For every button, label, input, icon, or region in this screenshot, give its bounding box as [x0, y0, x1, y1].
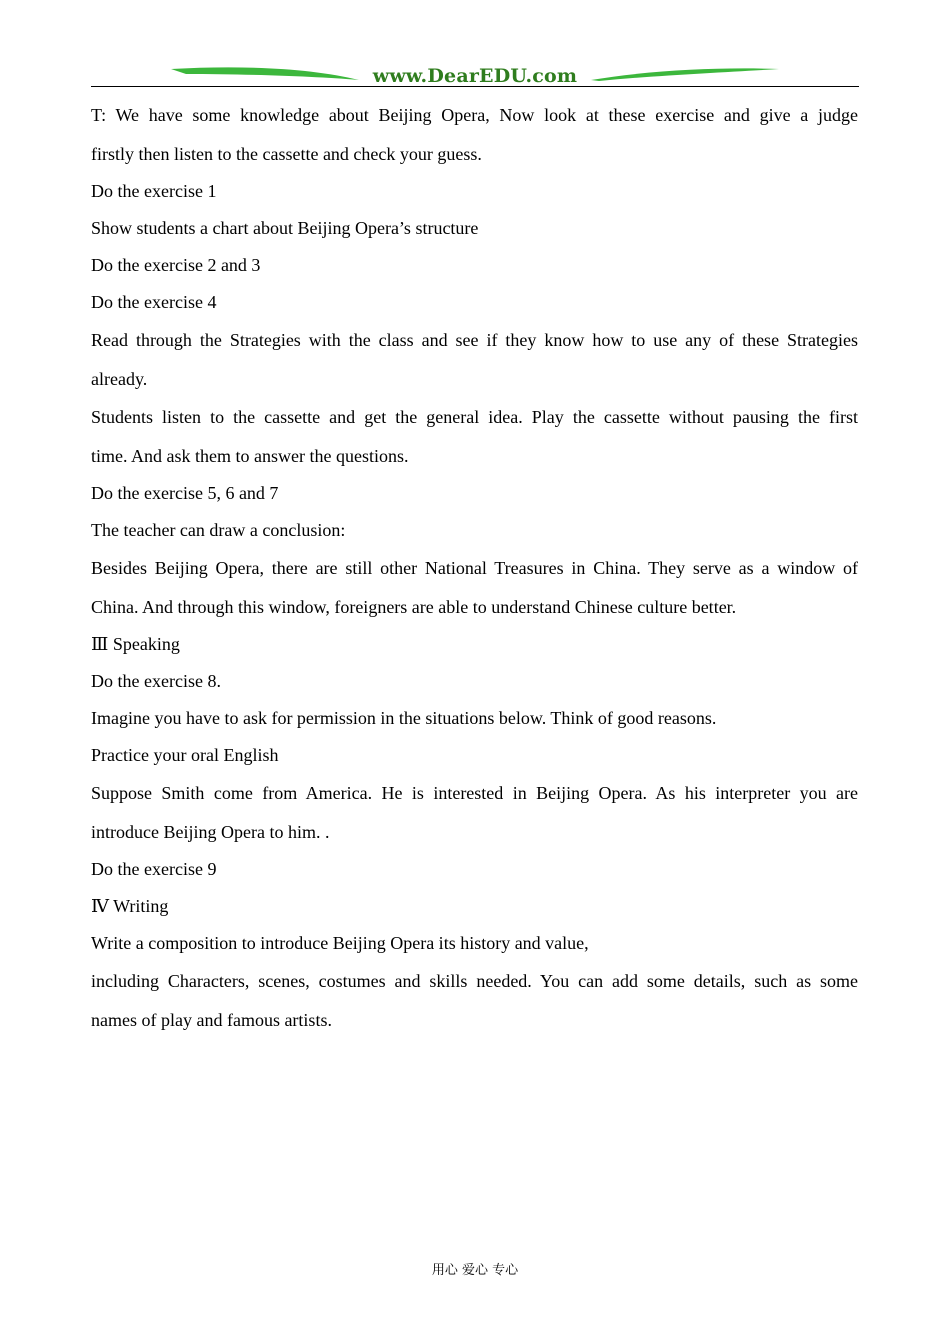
section-heading-speaking: Ⅲ Speaking: [91, 634, 180, 654]
text-line: Besides Beijing Opera, there are still other National Treasures in China. They serve as a window of: [91, 558, 858, 578]
document-body: [91, 96, 858, 1039]
text-line: time. And ask them to answer the questions.: [91, 445, 409, 466]
text-line: introduce Beijing Opera to him. .: [91, 821, 330, 842]
text-line: Do the exercise 9: [91, 859, 217, 879]
text-line: T: We have some knowledge about Beijing Opera, Now look at these exercise and give a judge: [91, 105, 858, 125]
text-line: Students listen to the cassette and get the general idea. Play the cassette without pausing the first: [91, 407, 858, 427]
text-line: names of play and famous artists.: [91, 1009, 332, 1030]
text-line: Write a composition to introduce Beijing Opera its history and value,: [91, 933, 589, 953]
text-line: Do the exercise 5, 6 and 7: [91, 483, 279, 503]
text-line: Do the exercise 1: [91, 181, 217, 201]
text-line: firstly then listen to the cassette and check your guess.: [91, 143, 482, 164]
text-line: Do the exercise 4: [91, 292, 217, 312]
text-line: China. And through this window, foreigners are able to understand Chinese culture better.: [91, 596, 737, 617]
text-line: Read through the Strategies with the class and see if they know how to use any of these Strategies: [91, 330, 858, 350]
page-footer: 用心 爱心 专心: [431, 1263, 519, 1278]
text-line: Imagine you have to ask for permission in the situations below. Think of good reasons.: [91, 708, 717, 728]
header-divider: [91, 86, 859, 87]
text-line: Do the exercise 2 and 3: [91, 255, 261, 275]
text-line: including Characters, scenes, costumes and skills needed. You can add some details, such as some: [91, 971, 858, 991]
text-line: already.: [91, 368, 148, 389]
text-line: The teacher can draw a conclusion:: [91, 520, 346, 540]
text-line: Do the exercise 8.: [91, 671, 221, 691]
text-line: Practice your oral English: [91, 745, 279, 765]
text-line: Show students a chart about Beijing Opera’s structure: [91, 218, 479, 238]
section-heading-writing: Ⅳ Writing: [91, 896, 169, 916]
text-line: Suppose Smith come from America. He is interested in Beijing Opera. As his interpreter you are: [91, 783, 858, 803]
site-logo-text: www.DearEDU.com: [372, 65, 578, 87]
